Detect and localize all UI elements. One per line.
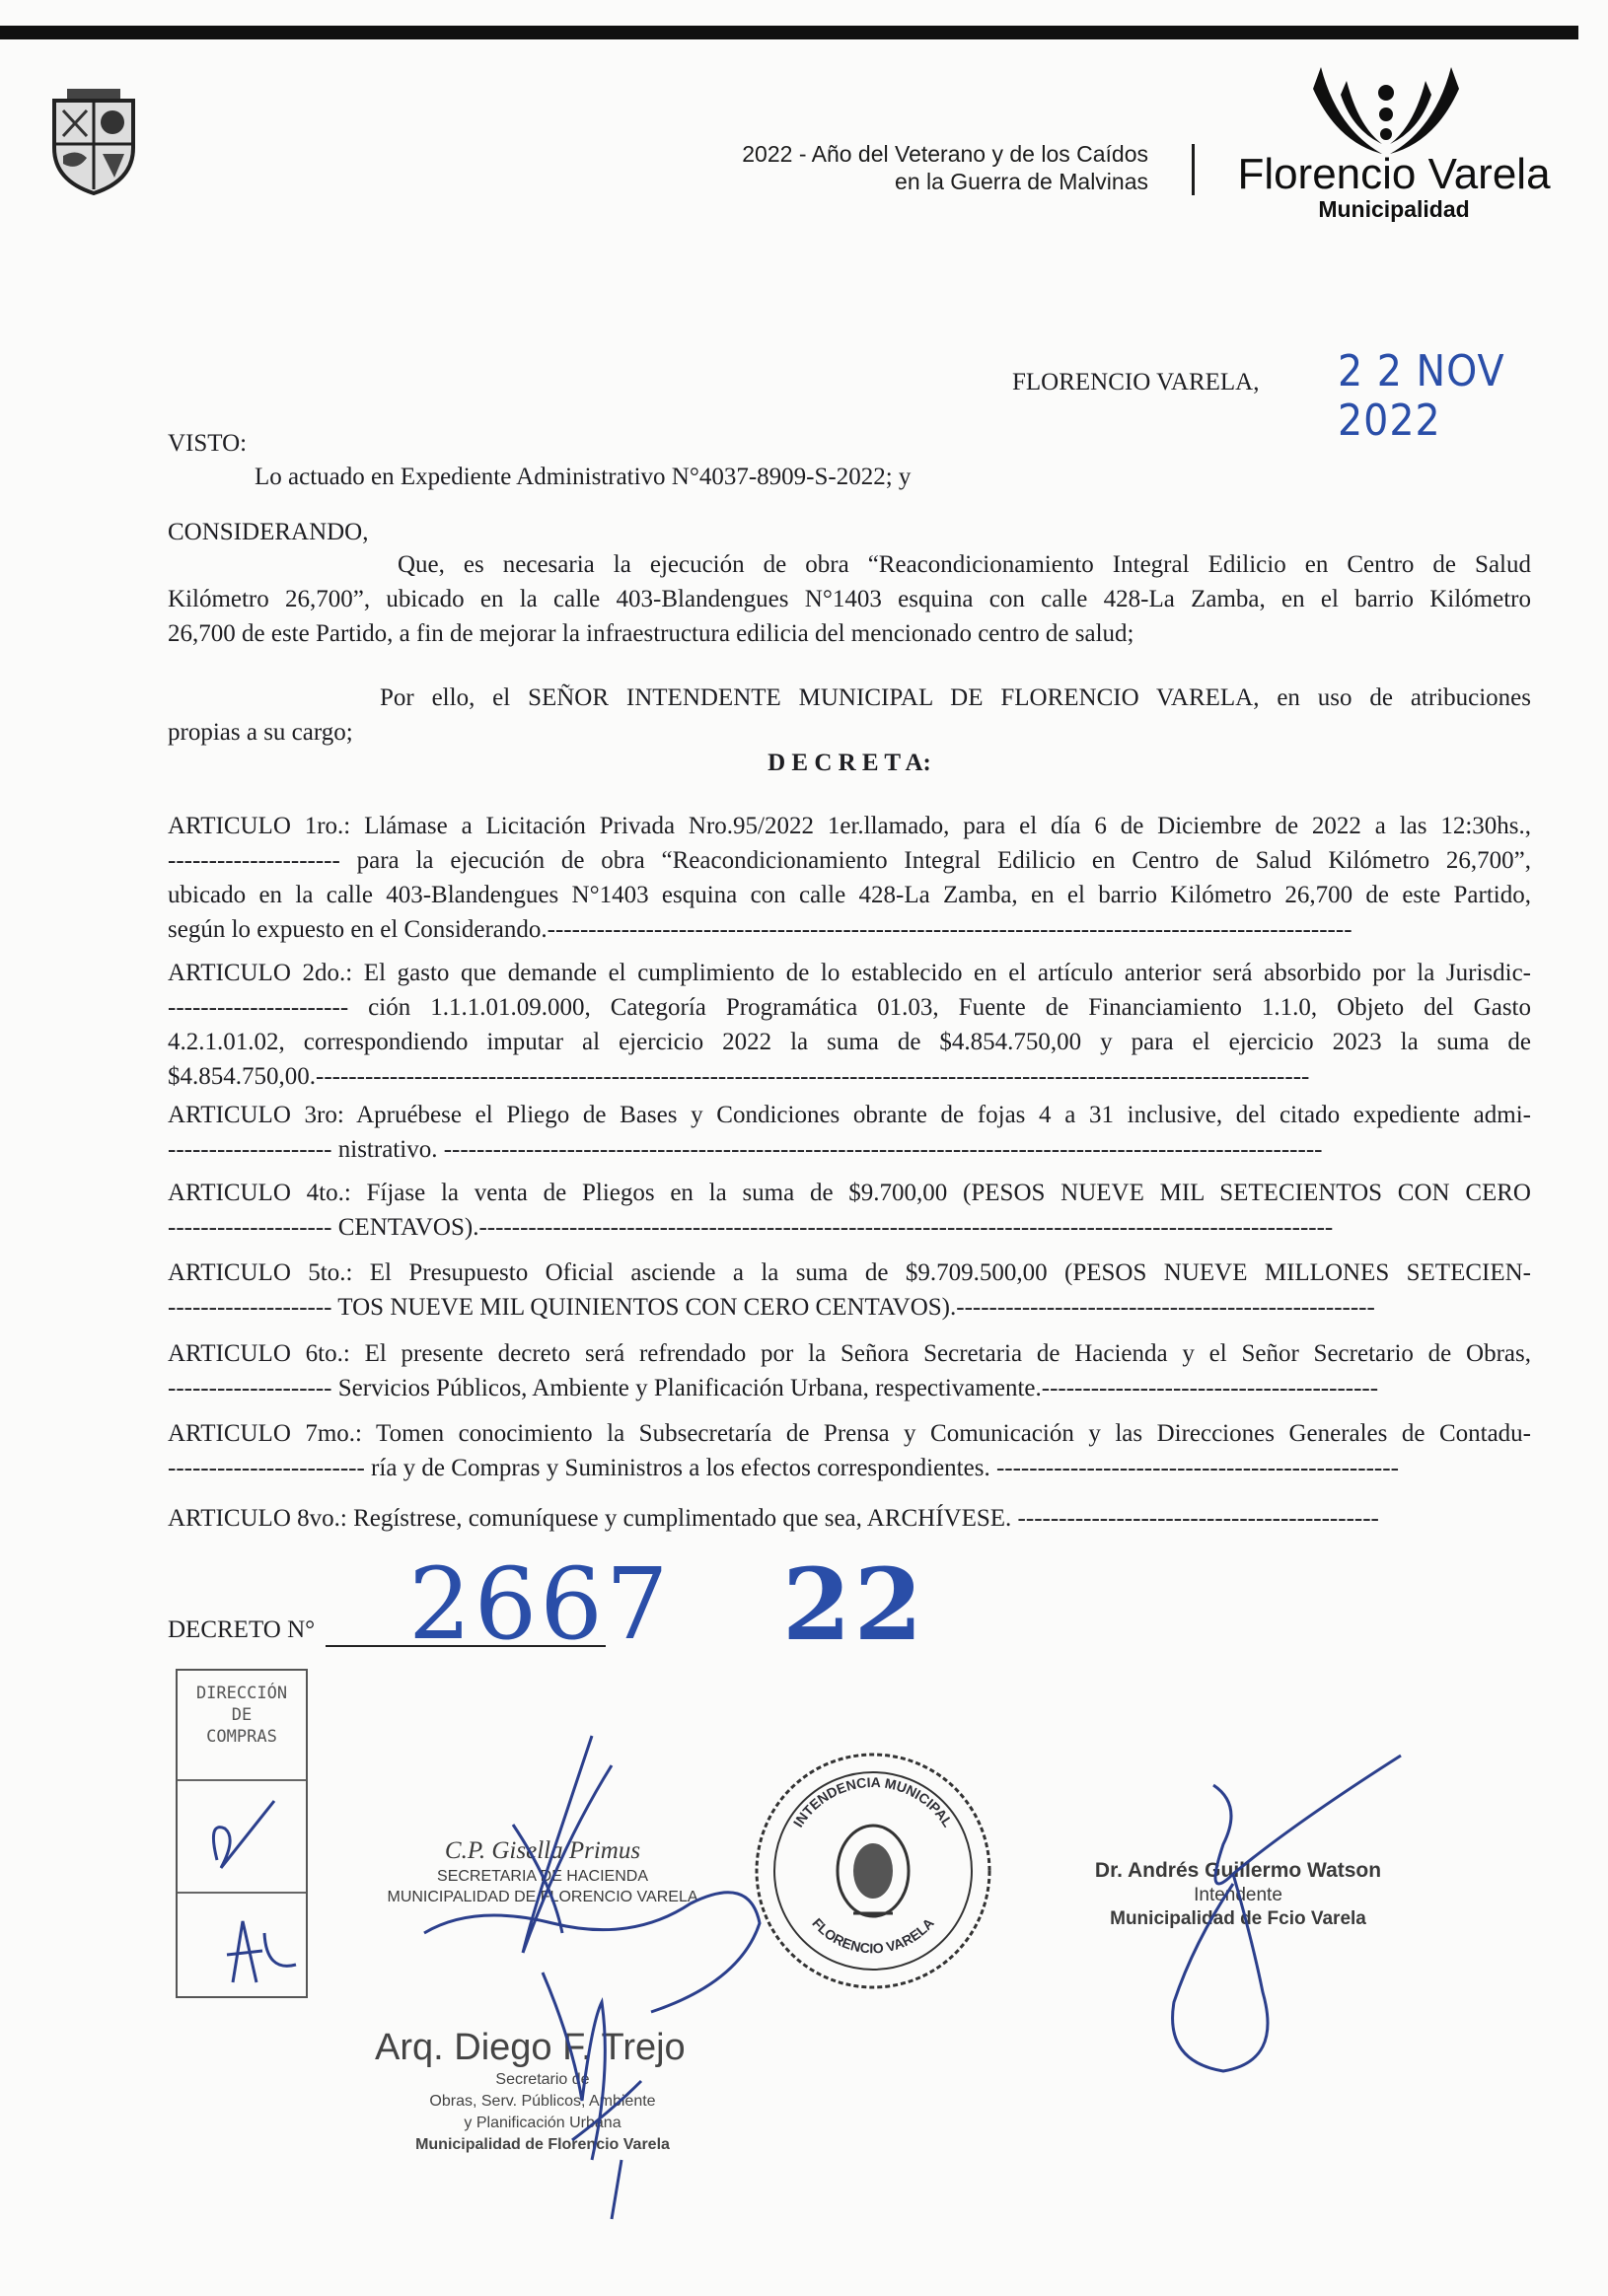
signer-name: C.P. Gisella Primus xyxy=(444,1837,641,1864)
signature-trejo-icon xyxy=(513,1963,691,2229)
place-label: FLORENCIO VARELA, xyxy=(1012,369,1260,395)
signer-org: Municipalidad de Fcio Varela xyxy=(1110,1908,1366,1929)
article-line: ARTICULO 5to.: El Presupuesto Oficial asciende a la suma de $9.709.500,00 (PESOS NUEVE MILLONES SETECIEN- xyxy=(168,1259,1531,1286)
article-line: ARTICULO 2do.: El gasto que demande el cumplimiento de lo establecido en el artículo anterior será absorbido por la Jurisdic- xyxy=(168,960,1531,986)
considerando-line: propias a su cargo; xyxy=(168,719,353,746)
svg-text:INTENDENCIA MUNICIPAL xyxy=(790,1774,957,1830)
article-line: ARTICULO 7mo.: Tomen conocimiento la Subsecretaría de Prensa y Comunicación y las Direcciones Generales de Contadu- xyxy=(168,1420,1531,1447)
article-line: ubicado en la calle 403-Blandengues N°1403 esquina con calle 428-La Zamba, en el barrio Kilómetro 26,700 de este Partido, xyxy=(168,882,1531,908)
date-stamp: 2 2 NOV 2022 xyxy=(1338,346,1505,446)
signer-title: Obras, Serv. Públicos, Ambiente xyxy=(429,2093,656,2110)
decreto-year: 22 xyxy=(782,1546,926,1663)
decreto-label: DECRETO N° xyxy=(168,1616,316,1643)
year-motto-line-2: en la Guerra de Malvinas xyxy=(895,169,1148,194)
header-divider xyxy=(1192,144,1195,195)
top-border-bar xyxy=(0,26,1578,39)
article-line: según lo expuesto en el Considerando.-------------------------------------------------------------------------------------------------- xyxy=(168,916,1352,943)
considerando-line: Por ello, el SEÑOR INTENDENTE MUNICIPAL DE FLORENCIO VARELA, en uso de atribuciones xyxy=(380,684,1531,711)
signer-title: Intendente xyxy=(1194,1885,1282,1905)
signature-watson-icon xyxy=(1144,1746,1440,2081)
article-line: ---------------------- ción 1.1.1.01.09.000, Categoría Programática 01.03, Fuente de Financiamiento 1.1.0, Objeto del Gasto xyxy=(168,994,1531,1021)
article-3 xyxy=(168,1098,1531,1167)
article-line: ARTICULO 6to.: El presente decreto será refrendado por la Señora Secretaria de Hacienda y el Señor Secretario de Obras, xyxy=(168,1340,1531,1367)
article-line: --------------------- para la ejecución de obra “Reacondicionamiento Integral Edilicio en Centro de Salud Kilómetro 26,700”, xyxy=(168,847,1531,874)
municipal-seal xyxy=(750,1748,996,1994)
seal-top-text: INTENDENCIA MUNICIPAL xyxy=(789,1773,957,1830)
compras-box-line: DE xyxy=(231,1705,253,1725)
article-line: -------------------- TOS NUEVE MIL QUINIENTOS CON CERO CENTAVOS).--------------------------------------------------- xyxy=(168,1294,1375,1321)
signer-title: y Planificación Urbana xyxy=(464,2115,621,2131)
article-line: -------------------- nistrativo. ----------------------------------------------------------------------------------------------------------- xyxy=(168,1136,1323,1163)
considerando-paragraph-1 xyxy=(168,547,1531,651)
compras-register-box xyxy=(176,1669,308,1998)
considerando-label: CONSIDERANDO, xyxy=(168,519,369,545)
coat-of-arms-icon xyxy=(49,87,138,195)
article-line: ------------------------ ría y de Compras y Suministros a los efectos correspondientes. ------------------------------------------------- xyxy=(168,1455,1399,1481)
initials-mark-icon xyxy=(178,1781,306,1890)
compras-box-line: COMPRAS xyxy=(206,1727,277,1747)
article-line: ARTICULO 8vo.: Regístrese, comuníquese y cumplimentado que sea, ARCHÍVESE. -------------------------------------------- xyxy=(168,1505,1379,1532)
article-6 xyxy=(168,1336,1531,1405)
brand-name: Florencio Varela xyxy=(1237,150,1551,198)
article-line: 4.2.1.01.02, correspondiendo imputar al ejercicio 2022 la suma de $4.854.750,00 y para el ejercicio 2023 la suma de xyxy=(168,1029,1531,1055)
article-4 xyxy=(168,1176,1531,1245)
year-motto xyxy=(552,140,1148,195)
signer-name: Dr. Andrés Guillermo Watson xyxy=(1094,1859,1382,1882)
article-line: $4.854.750,00.------------------------------------------------------------------------------------------------------------------------- xyxy=(168,1063,1310,1090)
article-1 xyxy=(168,809,1531,947)
signer-org: MUNICIPALIDAD DE FLORENCIO VARELA xyxy=(387,1889,698,1905)
signer-title: SECRETARIA DE HACIENDA xyxy=(437,1868,648,1885)
compras-box-line: DIRECCIÓN xyxy=(195,1684,288,1703)
article-line: ARTICULO 4to.: Fíjase la venta de Pliegos en la suma de $9.700,00 (PESOS NUEVE MIL SETECIENTOS CON CERO xyxy=(168,1180,1531,1206)
visto-text: Lo actuado en Expediente Administrativo N°4037-8909-S-2022; y xyxy=(255,464,912,490)
svg-text:FLORENCIO VARELA xyxy=(809,1915,936,1957)
year-motto-line-1: 2022 - Año del Veterano y de los Caídos xyxy=(742,141,1148,167)
considerando-paragraph-2 xyxy=(168,681,1531,750)
brand-subtitle: Municipalidad xyxy=(1318,196,1470,222)
compras-box-title xyxy=(178,1683,306,1748)
article-line: ARTICULO 1ro.: Llámase a Licitación Privada Nro.95/2022 1er.llamado, para el día 6 de Diciembre de 2022 a las 12:30hs., xyxy=(168,813,1531,839)
article-5 xyxy=(168,1256,1531,1325)
signer-title: Secretario de xyxy=(495,2071,590,2088)
florencio-varela-logo-icon xyxy=(1307,59,1465,160)
article-7 xyxy=(168,1416,1531,1485)
article-line: ARTICULO 3ro: Apruébese el Pliego de Bases y Condiciones obrante de fojas 4 a 31 inclusive, del citado expediente admi- xyxy=(168,1102,1531,1128)
initials-mark-icon xyxy=(178,1894,306,1996)
article-line: -------------------- CENTAVOS).-------------------------------------------------------------------------------------------------------- xyxy=(168,1214,1334,1241)
seal-bottom-text: FLORENCIO VARELA xyxy=(809,1914,937,1957)
visto-label: VISTO: xyxy=(168,430,248,457)
article-8 xyxy=(168,1501,1531,1536)
signer-name: Arq. Diego F. Trejo xyxy=(375,2027,686,2068)
considerando-line: 26,700 de este Partido, a fin de mejorar la infraestructura edilicia del mencionado centro de salud; xyxy=(168,620,1134,647)
decreto-number: 2667 xyxy=(408,1546,672,1662)
decreta-heading: D E C R E T A: xyxy=(767,750,931,776)
article-line: -------------------- Servicios Públicos, Ambiente y Planificación Urbana, respectivamente.----------------------------------------- xyxy=(168,1375,1379,1401)
article-2 xyxy=(168,956,1531,1094)
considerando-line: Que, es necesaria la ejecución de obra “Reacondicionamiento Integral Edilicio en Centro de Salud xyxy=(398,551,1531,578)
signer-org: Municipalidad de Florencio Varela xyxy=(415,2136,670,2153)
considerando-line: Kilómetro 26,700”, ubicado en la calle 403-Blandengues N°1403 esquina con calle 428-La Zamba, en el barrio Kilómetro xyxy=(168,586,1531,612)
